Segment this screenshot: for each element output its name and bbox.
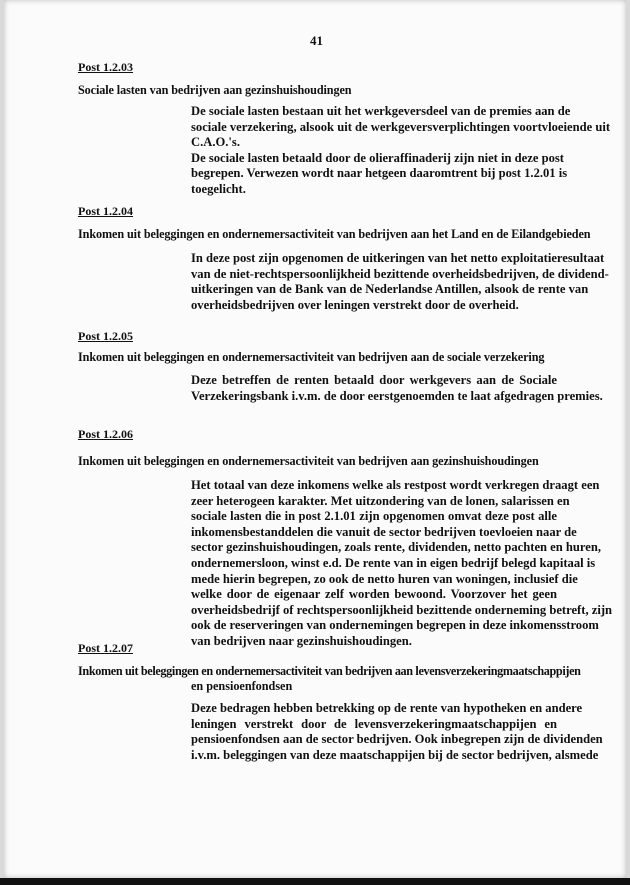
section-heading: Inkomen uit beleggingen en ondernemersactiviteit van bedrijven aan levensverzekeringmaatschappijen: [78, 664, 581, 678]
page-number: 41: [310, 33, 323, 48]
text-line: leningen verstrekt door de levensverzekeringmaatschappijen en: [191, 716, 557, 731]
text-line: mede hierin begrepen, zo ook de netto huren van woningen, inclusief die: [191, 571, 578, 586]
scan-edge: [0, 878, 630, 885]
document-page: [4, 0, 626, 878]
text-line: van bedrijven naar gezinshuishoudingen.: [191, 633, 412, 648]
text-line: De sociale lasten bestaan uit het werkgeversdeel van de premies aan de: [191, 104, 571, 118]
text-line: overheidsbedrijf of rechtspersoonlijkheid bezittende onderneming betreft, zijn: [191, 602, 613, 617]
text-line: zeer heterogeen karakter. Met uitzondering van de lonen, salarissen en: [191, 493, 570, 508]
text-line: uitkeringen van de Bank van de Nederlandse Antillen, alsook de rente van: [191, 282, 589, 297]
post-number: Post 1.2.07: [78, 641, 133, 655]
text-line: sector gezinshuishoudingen, zoals rente, dividenden, netto pachten en huren,: [191, 540, 602, 555]
section-heading: Inkomen uit beleggingen en ondernemersactiviteit van bedrijven aan gezinshuishoudingen: [78, 454, 539, 468]
paragraph: [191, 373, 603, 404]
text-line: begrepen. Verwezen wordt naar hetgeen daaromtrent bij post 1.2.01 is: [191, 166, 568, 181]
section-heading: Inkomen uit beleggingen en ondernemersactiviteit van bedrijven aan het Land en de Eilandgebieden: [78, 227, 591, 241]
text-line: welke door de eigenaar zelf worden bewoond. Voorzover het geen: [191, 587, 557, 602]
paragraph: [191, 701, 603, 763]
post-number: Post 1.2.04: [78, 204, 133, 218]
text-line: Verzekeringsbank i.v.m. de door eerstgenoemden te laat afgedragen premies.: [191, 388, 603, 403]
section-heading: Inkomen uit beleggingen en ondernemersactiviteit van bedrijven aan de sociale verzekering: [78, 350, 545, 364]
paragraph: [191, 251, 609, 313]
text-line: overheidsbedrijven over leningen verstrekt door de overheid.: [191, 297, 519, 312]
paragraph: [191, 478, 613, 650]
text-line: ondernemersloon, winst e.d. De rente van in eigen bedrijf belegd kapitaal is: [191, 555, 596, 570]
text-line: sociale verzekering, alsook uit de werkgeversverplichtingen voortvloeiende uit: [191, 119, 611, 134]
text-line: Het totaal van deze inkomens welke als restpost wordt verkregen draagt een: [191, 478, 600, 492]
text-line: Deze bedragen hebben betrekking op de rente van hypotheken en andere: [191, 701, 583, 715]
post-number: Post 1.2.05: [78, 329, 133, 343]
text-line: C.A.O.'s.: [191, 135, 240, 150]
post-number: Post 1.2.03: [78, 60, 133, 74]
section-heading-continuation: en pensioenfondsen: [191, 679, 293, 693]
text-line: In deze post zijn opgenomen de uitkeringen van het netto exploitatieresultaat: [191, 251, 605, 265]
section-heading: Sociale lasten van bedrijven aan gezinshuishoudingen: [78, 83, 352, 97]
text-line: ook de reserveringen van ondernemingen begrepen in deze inkomensstroom: [191, 618, 599, 633]
post-number: Post 1.2.06: [78, 427, 133, 441]
text-line: pensioenfondsen aan de sector bedrijven. Ook inbegrepen zijn de dividenden: [191, 732, 603, 747]
text-line: De sociale lasten betaald door de olieraffinaderij zijn niet in deze post: [191, 150, 564, 165]
paragraph: [191, 104, 611, 198]
text-line: Deze betreffen de renten betaald door werkgevers aan de Sociale: [191, 373, 557, 387]
text-line: van de niet-rechtspersoonlijkheid bezittende overheidsbedrijven, de dividend-: [191, 266, 609, 281]
text-line: sociale lasten die in post 2.1.01 zijn opgenomen omvat deze post alle: [191, 509, 557, 524]
text-line: toegelicht.: [191, 181, 246, 196]
text-line: i.v.m. beleggingen van deze maatschappijen bij de sector bedrijven, alsmede: [191, 747, 599, 762]
text-line: inkomensbestanddelen die vanuit de sector bedrijven toevloeien naar de: [191, 524, 577, 539]
